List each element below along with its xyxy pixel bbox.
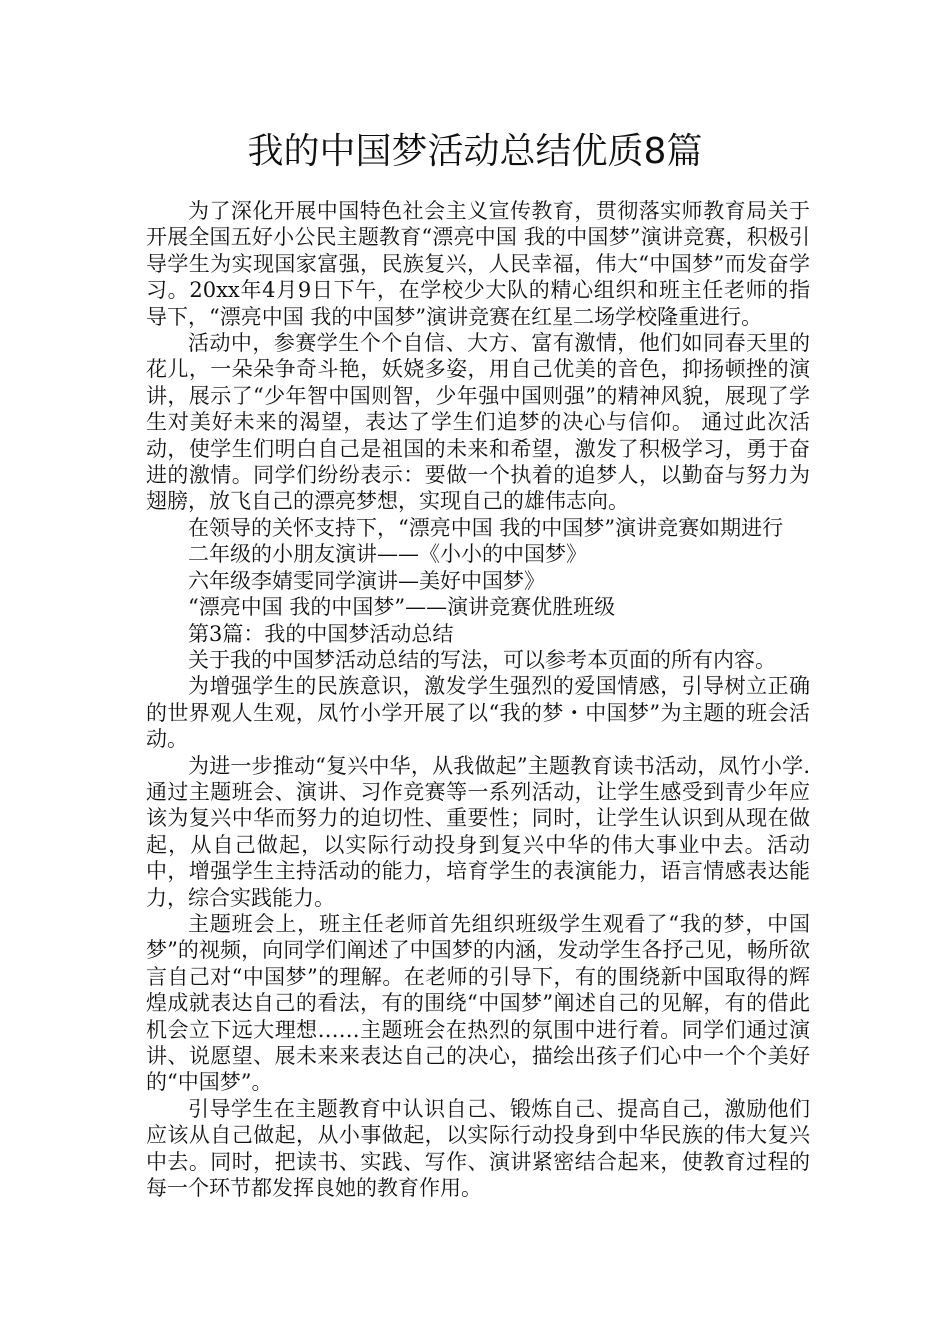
document-title: 我的中国梦活动总结优质8篇 [247,131,703,172]
caption-winning-class: “漂亮中国 我的中国梦”——演讲竞赛优胜班级 [188,595,616,620]
document-body [146,198,810,1201]
paragraph-support: 在领导的关怀支持下，“漂亮中国 我的中国梦”演讲竞赛如期进行 [188,515,784,540]
section-heading: 第3篇：我的中国梦活动总结 [188,621,454,646]
caption-grade-six: 六年级李婧雯同学演讲—美好中国梦》 [188,568,545,593]
paragraph-guidance: 引导学生在主题教育中认识自己、锻炼自己、提高自己，激励他们应该从自己做起，从小事做起，以实际行动投身到中华民族的伟大复兴中去。同时，把读书、实践、写作、演讲紧密结合起来，使教育过程的每一个环节都发挥良她的教育作用。 [146,1096,810,1201]
paragraph-intro: 为了深化开展中国特色社会主义宣传教育，贯彻落实师教育局关于开展全国五好小公民主题教育“漂亮中国 我的中国梦”演讲竞赛，积极引导学生为实现国家富强，民族复兴，人民幸福，伟大“中国梦”而发奋学习。20xx年4月9日下午，在学校少大队的精心组织和班主任老师的指导下，“漂亮中国 我的中国梦”演讲竞赛在红星二场学校隆重进行。 [146,199,810,329]
paragraph-reference: 关于我的中国梦活动总结的写法，可以参考本页面的所有内容。 [188,647,776,672]
caption-grade-two: 二年级的小朋友演讲——《小小的中国梦》 [188,542,587,567]
paragraph-purpose: 为增强学生的民族意识，激发学生强烈的爱国情感，引导树立正确的世界观人生观，凤竹小学开展了以“我的梦・中国梦”为主题的班会活动。 [146,674,810,752]
paragraph-activity: 活动中，参赛学生个个自信、大方、富有激情，他们如同春天里的花儿，一朵朵争奇斗艳，妖娆多姿，用自己优美的音色，抑扬顿挫的演讲，展示了“少年智中国则智，少年强中国则强”的精神风貌，展现了学生对美好未来的渴望，表达了学生们追梦的决心与信仰。 通过此次活动，使学生们明白自己是祖国的未来和希望，激发了积极学习，勇于奋进的激情。同学们纷纷表示：要做一个执着的追梦人，以勤奋与努力为翅膀，放飞自己的漂亮梦想，实现自己的雄伟志向。 [146,331,810,514]
paragraph-class-meeting: 主题班会上，班主任老师首先组织班级学生观看了“我的梦，中国梦”的视频，向同学们阐述了中国梦的内涵，发动学生各抒己见，畅所欲言自己对“中国梦”的理解。在老师的引导下，有的围绕新中国取得的辉煌成就表达自己的看法，有的围绕“中国梦”阐述自己的见解，有的借此机会立下远大理想……主题班会在热烈的氛围中进行着。同学们通过演讲、说愿望、展未来来表达自己的决心，描绘出孩子们心中一个个美好的“中国梦”。 [146,911,810,1095]
paragraph-promotion: 为进一步推动“复兴中华，从我做起”主题教育读书活动，凤竹小学.通过主题班会、演讲、习作竞赛等一系列活动，让学生感受到青少年应该为复兴中华而努力的迫切性、重要性；同时，让学生认识到从现在做起，从自己做起，以实际行动投身到复兴中华的伟大事业中去。活动中，增强学生主持活动的能力，培育学生的表演能力，语言情感表达能力，综合实践能力。 [146,753,810,910]
